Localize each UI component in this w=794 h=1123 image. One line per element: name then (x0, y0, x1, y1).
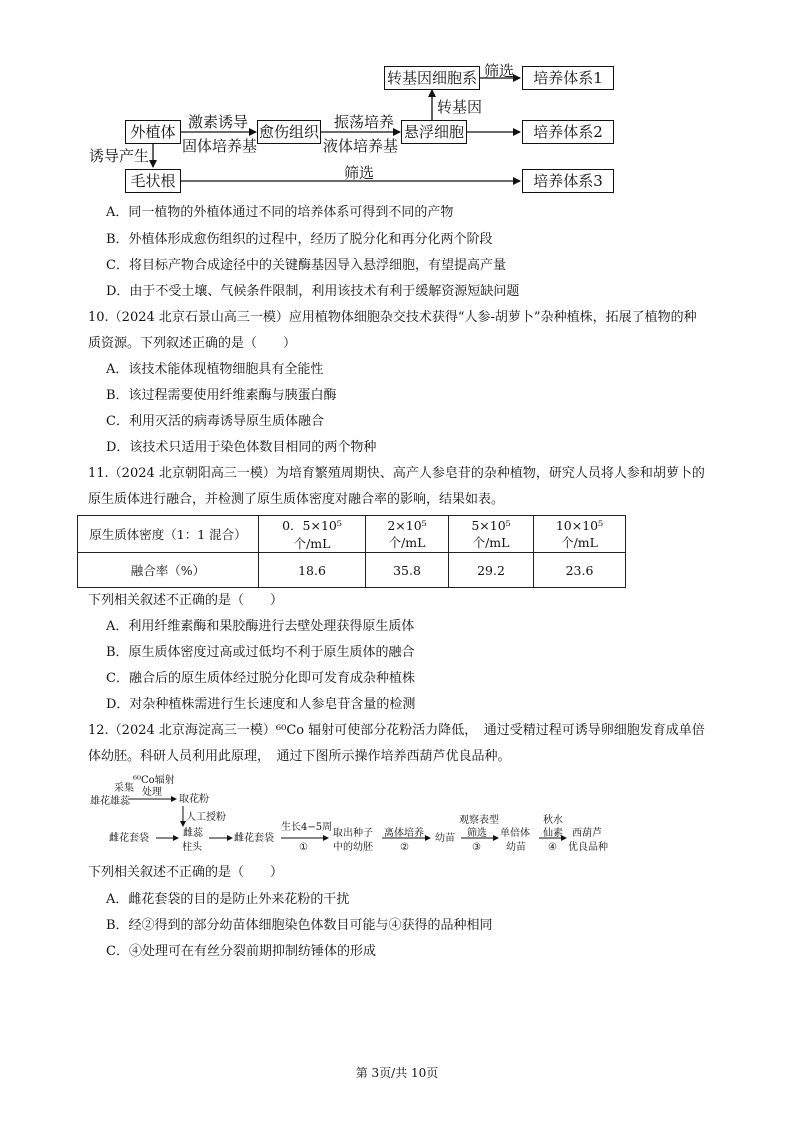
elite-variety-label: 优良品种 (568, 842, 608, 853)
screening-label-3: 筛选 (344, 164, 375, 182)
q11-option-a: A．利用纤维素酶和果胶酶进行去壁处理获得原生质体 (106, 619, 415, 634)
q10-option-c: C．利用灭活的病毒诱导原生质体融合 (106, 414, 324, 429)
q9-option-b: B．外植体形成愈伤组织的过程中，经历了脱分化和再分化两个阶段 (106, 232, 493, 247)
q11-option-d: D．对杂种植株需进行生长速度和人参皂苷含量的检测 (106, 697, 416, 712)
colchicine-label-2: 仙素 (543, 828, 563, 839)
q9-option-a: A．同一植物的外植体通过不同的培养体系可得到不同的产物 (106, 205, 454, 220)
explant-box: 外植体 (125, 120, 181, 144)
q9-option-d: D．由于不受土壤、气候条件限制，利用该技术有利于缓解资源短缺问题 (106, 284, 520, 299)
q10-option-b: B．该过程需要使用纤维素酶与胰蛋白酶 (106, 388, 337, 403)
solid-medium-label: 固体培养基 (182, 137, 258, 155)
artificial-pollination-label: 人工授粉 (186, 812, 226, 823)
shaking-culture-label: 振荡培养 (334, 113, 395, 131)
q9-option-c: C．将目标产物合成途径中的关键酶基因导入悬浮细胞，有望提高产量 (106, 258, 506, 273)
callus-box: 愈伤组织 (257, 120, 321, 144)
colchicine-label-1: 秋水 (543, 815, 563, 826)
culture-system-1-box: 培养体系1 (522, 66, 614, 90)
take-pollen-label: 取花粉 (179, 794, 209, 805)
male-stamen-label: 雄花雄蕊 (90, 796, 130, 807)
zucchini-label: 西葫芦 (572, 828, 602, 839)
hairy-root-box: 毛状根 (125, 169, 181, 193)
table-cell: 0．5×10⁵ 个/mL (259, 516, 366, 553)
grow-weeks-label: 生长4−5周 (281, 822, 333, 833)
bag-female-flower-label-2: 雌花套袋 (234, 833, 274, 844)
haploid-label-2: 幼苗 (506, 842, 526, 853)
observe-phenotype-label: 观察表型 (459, 815, 499, 826)
stigma-label: 柱头 (182, 842, 202, 853)
culture-system-3-box: 培养体系3 (522, 169, 614, 193)
table-cell: 18.6 (259, 553, 366, 588)
table-cell: 融合率（%） (78, 553, 259, 588)
pistil-label: 雌蕊 (183, 828, 203, 839)
screening-label: 筛选 (467, 828, 487, 839)
haploid-label-1: 单倍体 (500, 828, 530, 839)
in-vitro-culture-label: 离体培养 (384, 828, 424, 839)
step-2-label: ② (400, 842, 409, 853)
table-cell: 29.2 (449, 553, 534, 588)
step-3-label: ③ (472, 842, 481, 853)
transgene-label: 转基因 (437, 98, 483, 116)
q12-option-c: C．④处理可在有丝分裂前期抑制纺锤体的形成 (106, 944, 376, 959)
q10-option-d: D．该技术只适用于染色体数目相同的两个物种 (106, 440, 377, 455)
page-number: 第 3页/共 10页 (355, 1066, 439, 1080)
table-cell: 原生质体密度（1：1 混合） (78, 516, 259, 553)
table-cell: 2×10⁵ 个/mL (366, 516, 449, 553)
collect-label: 采集 (114, 783, 134, 794)
take-seed-label-1: 取出种子 (333, 828, 373, 839)
step-4-label: ④ (548, 842, 557, 853)
q12-option-a: A．雌花套袋的目的是防止外来花粉的干扰 (106, 892, 350, 907)
q10-stem-line2: 质资源。下列叙述正确的是（ ） (88, 336, 297, 351)
q12-stem-line2: 体幼胚。科研人员利用此原理， 通过下图所示操作培养西葫芦优良品种。 (88, 749, 511, 764)
transgenic-cell-line-box: 转基因细胞系 (384, 66, 480, 90)
co-irradiation-label: ⁶⁰Co辐射 (133, 775, 175, 786)
q11-stem-line1: 11.（2024 北京朝阳高三一模）为培育繁殖周期快、高产人参皂苷的杂种植物，研究人员将人参和胡萝卜的 (88, 466, 705, 481)
screening-label-1: 筛选 (484, 62, 515, 80)
table-cell: 35.8 (366, 553, 449, 588)
seedling-label: 幼苗 (435, 833, 455, 844)
table-cell: 5×10⁵ 个/mL (449, 516, 534, 553)
bag-female-flower-label-1: 雌花套袋 (109, 833, 149, 844)
suspension-cell-box: 悬浮细胞 (401, 120, 467, 144)
q11-question: 下列相关叙述不正确的是（ ） (88, 593, 284, 608)
q12-option-b: B．经②得到的部分幼苗体细胞染色体数目可能与④获得的品种相同 (106, 918, 493, 933)
treatment-label: 处理 (142, 787, 162, 798)
step-1-label: ① (299, 842, 308, 853)
q11-stem-line2: 原生质体进行融合，并检测了原生质体密度对融合率的影响，结果如表。 (88, 492, 505, 507)
q10-option-a: A．该技术能体现植物细胞具有全能性 (106, 362, 324, 377)
hormone-induction-label: 激素诱导 (188, 113, 249, 131)
liquid-medium-label: 液体培养基 (323, 137, 399, 155)
q12-question: 下列相关叙述不正确的是（ ） (88, 865, 284, 880)
table-cell: 23.6 (534, 553, 626, 588)
induce-label: 诱导产生 (89, 147, 150, 165)
take-seed-label-2: 中的幼胚 (333, 842, 373, 853)
q11-option-b: B．原生质体密度过高或过低均不利于原生质体的融合 (106, 645, 415, 660)
q11-option-c: C．融合后的原生质体经过脱分化即可发育成杂种植株 (106, 671, 415, 686)
table-cell: 10×10⁵ 个/mL (534, 516, 626, 553)
culture-system-2-box: 培养体系2 (522, 120, 614, 144)
q12-stem-line1: 12.（2024 北京海淀高三一模）⁶⁰Co 辐射可使部分花粉活力降低， 通过受精过程可诱导卵细胞发育成单倍 (88, 723, 705, 738)
q10-stem-line1: 10.（2024 北京石景山高三一模）应用植物体细胞杂交技术获得“人参-胡萝卜”杂种植株，拓展了植物的种 (88, 310, 697, 325)
